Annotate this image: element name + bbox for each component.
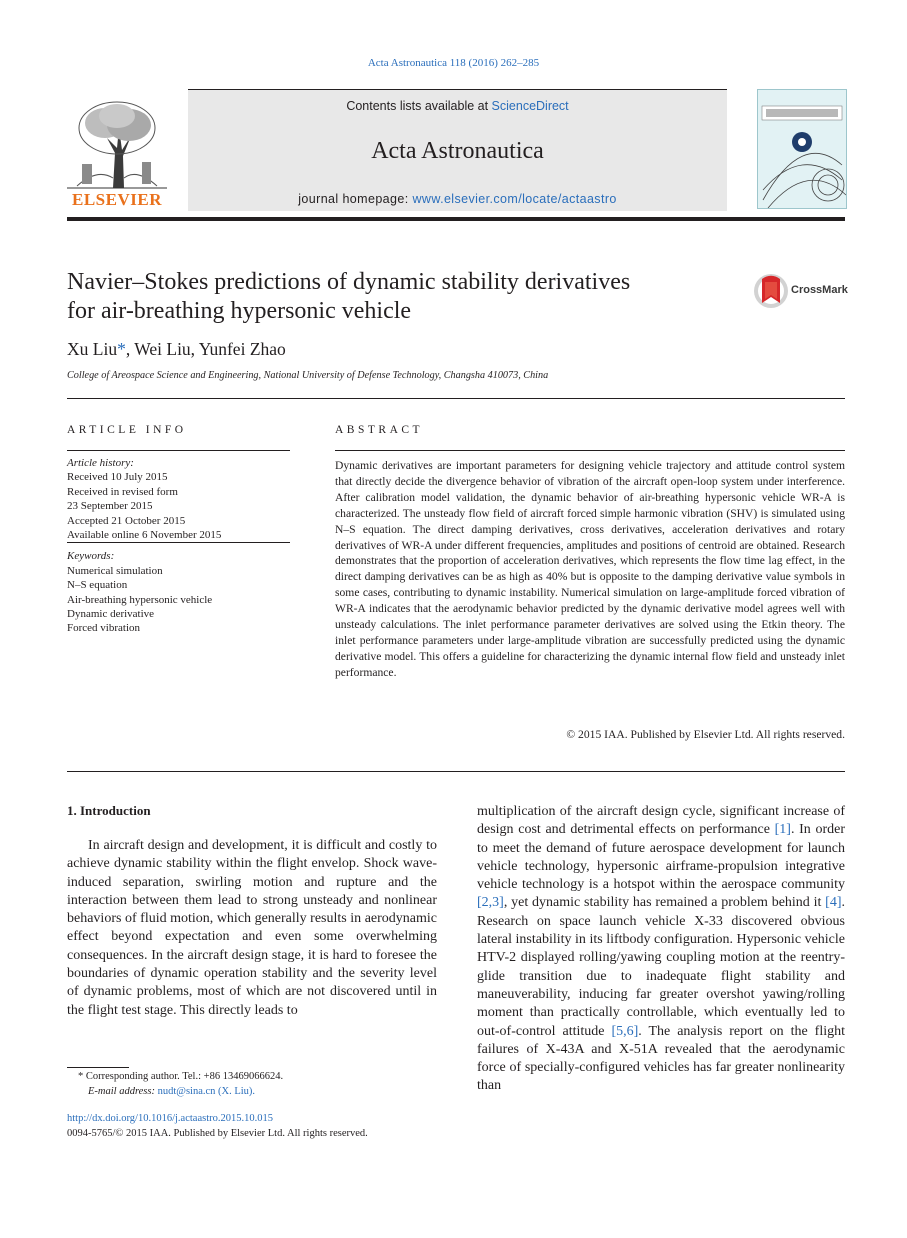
elsevier-logo	[67, 98, 167, 210]
history-item: Received 10 July 2015	[67, 471, 168, 484]
crossmark-badge[interactable]	[753, 273, 848, 309]
journal-title: Acta Astronautica	[371, 138, 544, 164]
article-title	[67, 268, 727, 326]
abstract-copyright: © 2015 IAA. Published by Elsevier Ltd. All rights reserved.	[566, 728, 845, 741]
intro-text: , yet dynamic stability has remained a problem behind it	[503, 895, 826, 911]
corresponding-author-marker[interactable]: *	[117, 339, 126, 359]
affiliation: College of Areospace Science and Engineering, National University of Defense Technology, Changsha 410073, China	[67, 370, 549, 381]
article-title-line-2: for air-breathing hypersonic vehicle	[67, 298, 412, 324]
email-link[interactable]: nudt@sina.cn (X. Liu).	[157, 1085, 256, 1097]
history-label: Article history:	[67, 457, 134, 469]
intro-text: multiplication of the aircraft design cycle, significant increase of design cost and detrimental effects on performance	[477, 804, 845, 838]
abstract-rule	[335, 450, 845, 451]
reference-link[interactable]: [4]	[825, 895, 842, 911]
history-item: Accepted 21 October 2015	[67, 514, 186, 527]
journal-cover-image	[758, 90, 846, 208]
intro-paragraph-left: In aircraft design and development, it is difficult and costly to achieve dynamic stability within the flight envelop. Shock wave-induced separation, swirling motion and rupture and the interaction between them lead to strong unsteady and nonlinear behaviors of fluid motion, which generally results in aerodynamic effect beyond expectation and even some overwhelming consequences. In the aircraft design stage, it is hard to foresee the boundaries of dynamic operation stability and the severity level of dynamic problems, most of which are not discovered until in the flight test stage. This directly leads to	[67, 838, 437, 1018]
journal-header	[188, 89, 727, 211]
intro-text: . Research on space launch vehicle X-33 discovered obvious lateral instability in its liftbody configuration. Hypersonic vehicle HTV-2 displayed rolling/yawing coupling motion at the reentry-glide transition due to inadequate flight stability and maneuverability, inducing far greater overshot yawing/rolling moment than practically controllable, which eventually led to out-of-control attitude	[477, 895, 845, 1039]
other-authors: , Wei Liu, Yunfei Zhao	[125, 339, 286, 359]
contents-line	[188, 99, 727, 113]
history-item: 23 September 2015	[67, 500, 153, 513]
sciencedirect-link[interactable]: ScienceDirect	[491, 99, 569, 113]
elsevier-wordmark: ELSEVIER	[72, 190, 162, 209]
keywords-label: Keywords:	[67, 550, 115, 563]
corresponding-author-footnote	[67, 1070, 437, 1099]
keyword: Dynamic derivative	[67, 608, 155, 621]
intro-paragraph-right	[477, 803, 845, 1096]
reference-link[interactable]: [2,3]	[477, 895, 504, 911]
issn-line: 0094-5765/© 2015 IAA. Published by Elsevier Ltd. All rights reserved.	[67, 1127, 368, 1139]
footnote-email-line	[67, 1085, 437, 1100]
article-info-heading: ARTICLE INFO	[67, 424, 187, 436]
intro-text: . In order to meet the demand of future aerospace development for launch vehicle technology, hypersonic airframe-propulsion integrative vehicle technology is a hotspot within the aerospace community	[477, 822, 845, 893]
author-xu-liu[interactable]: Xu Liu	[67, 339, 118, 359]
doi-block	[67, 1112, 368, 1141]
keyword: Air-breathing hypersonic vehicle	[67, 593, 213, 606]
article-info-rule	[67, 450, 290, 451]
author-list	[67, 339, 286, 360]
history-item: Available online 6 November 2015	[67, 528, 290, 543]
keyword: Numerical simulation	[67, 564, 163, 577]
article-info	[67, 456, 290, 636]
crossmark-icon	[753, 273, 789, 309]
homepage-prefix: journal homepage:	[298, 192, 413, 206]
reference-link[interactable]: [1]	[774, 822, 791, 838]
abstract-heading: ABSTRACT	[335, 424, 424, 436]
article-title-line-1: Navier–Stokes predictions of dynamic stability derivatives	[67, 269, 631, 295]
footnote-rule	[67, 1067, 129, 1068]
crossmark-label: CrossMark	[791, 284, 848, 296]
history-item: Received in revised form	[67, 485, 178, 498]
keyword: N–S equation	[67, 579, 128, 592]
header-rule	[67, 217, 845, 221]
contents-prefix: Contents lists available at	[346, 99, 492, 113]
footnote-marker: *	[78, 1071, 84, 1082]
keyword: Forced vibration	[67, 622, 141, 635]
journal-cover-thumbnail[interactable]	[757, 89, 847, 209]
journal-homepage-line	[188, 192, 727, 206]
footnote-tel: Corresponding author. Tel.: +86 13469066624.	[83, 1071, 284, 1082]
email-label: E-mail address:	[88, 1085, 158, 1097]
abstract-bottom-rule	[67, 771, 845, 772]
elsevier-tree-icon	[67, 98, 167, 190]
section-heading-introduction: 1. Introduction	[67, 803, 151, 818]
journal-homepage-link[interactable]: www.elsevier.com/locate/actaastro	[412, 192, 617, 206]
abstract-text: Dynamic derivatives are important parameters for designing vehicle trajectory and attitude control system that directly decide the divergence behavior of vibration of the aircraft open-loop system under interference. After calibration model validation, the dynamic behavior of air-breathing hypersonic vehicle WR-A is characterized. The unsteady flow field of aircraft forced simple harmonic vibration (SHV) is simulated using N–S equation. The direct damping derivatives, cross derivatives, acceleration derivatives and rotary derivatives of WR-A under different frequencies, amplitudes and positions of centroid are obtained. Research demonstrates that the proportion of acceleration derivatives, which represents the flow time lag effect, in the direct damping derivatives can be as high as 40% but is opposite to the damping derivative value symbols in some cases, contributing to dynamic instability. Numerical simulation on large-amplitude forced vibration of WR-A indicates that the aerodynamic behavior predicted by the dynamic derivative model agrees well with unsteady calculations. The inlet performance parameter derivatives are solved using the Etkin theory. The inlet performance parameters under large-amplitude vibration are successfully predicted using the dynamic derivative model. This offers a guideline for characterizing the dynamic internal flow field and unsteady inlet performance.	[335, 459, 845, 679]
journal-citation[interactable]: Acta Astronautica 118 (2016) 262–285	[367, 57, 540, 69]
reference-link[interactable]: [5,6]	[611, 1023, 639, 1039]
doi-link[interactable]: http://dx.doi.org/10.1016/j.actaastro.2015.10.015	[67, 1113, 273, 1124]
footnote-tel-line	[67, 1070, 437, 1085]
intro-text: . The analysis report on the flight failures of X-43A and X-51A revealed that the aerodynamic force of specially-configured vehicles has far greater nonlinearity than	[477, 1023, 845, 1094]
affiliation-rule	[67, 398, 845, 399]
